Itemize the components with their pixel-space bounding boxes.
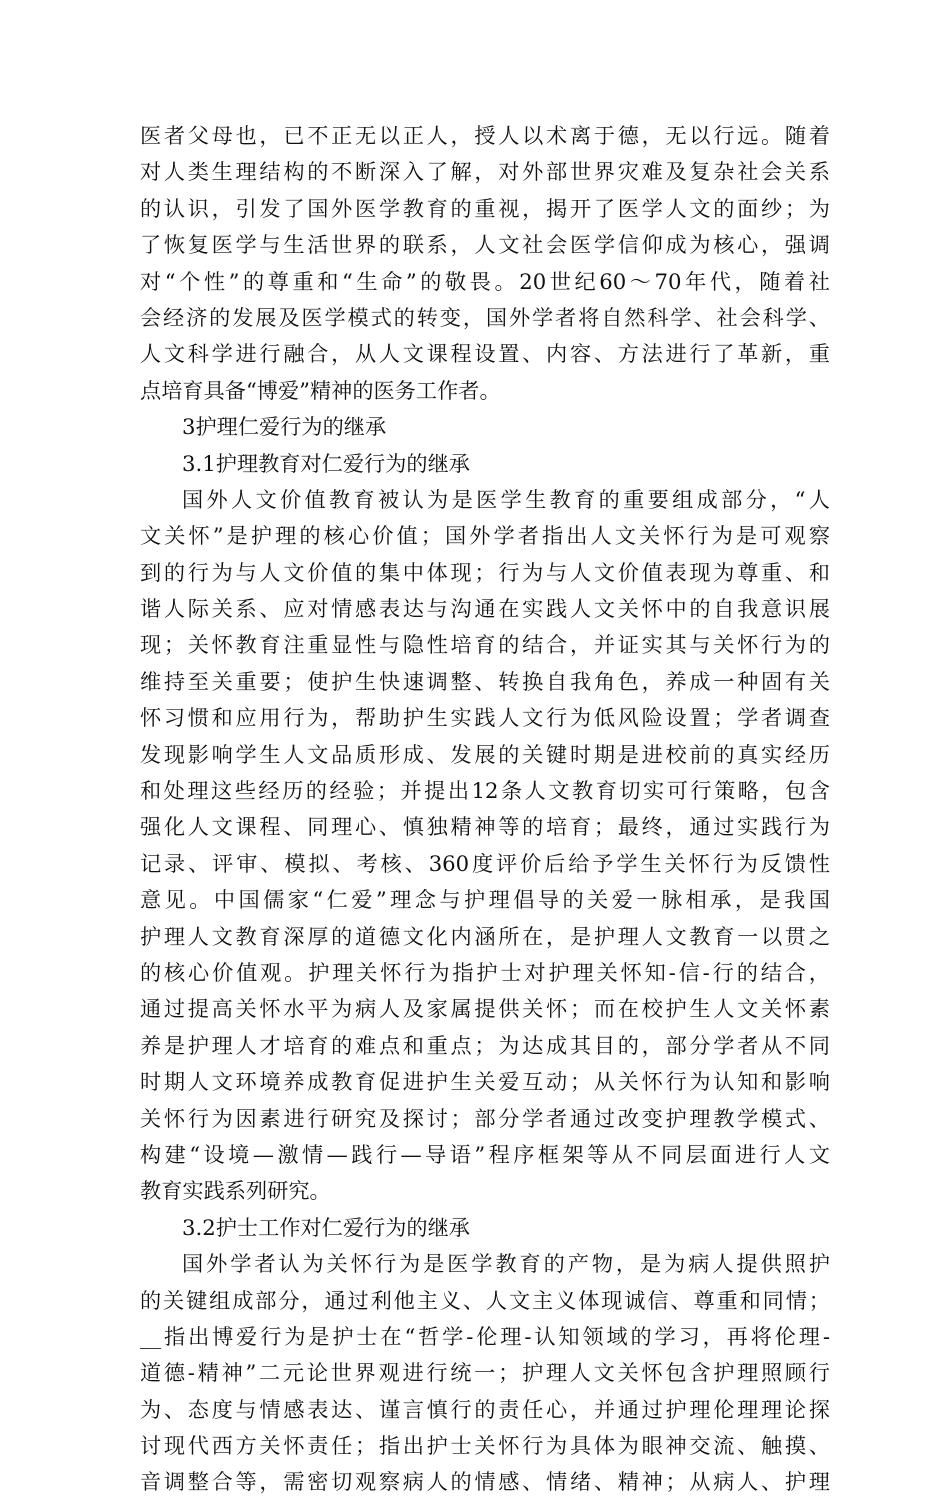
text-line: 谐人际关系、应对情感表达与沟通在实践人文关怀中的自我意识展	[140, 596, 830, 622]
text-line: 现；关怀教育注重显性与隐性培育的结合，并证实其与关怀行为的	[140, 632, 830, 658]
text-line: 会经济的发展及医学模式的转变，国外学者将自然科学、社会科学、	[140, 304, 830, 330]
text-line: 意见。中国儒家“仁爱”理念与护理倡导的关爱一脉相承，是我国	[140, 887, 830, 913]
text-line: 对“个性”的尊重和“生命”的敬畏。20世纪60～70年代，随着社	[140, 268, 830, 294]
text-line: 和处理这些经历的经验；并提出12条人文教育切实可行策略，包含	[140, 778, 830, 804]
text-line: 文关怀”是护理的核心价值；国外学者指出人文关怀行为是可观察	[140, 523, 830, 549]
text-line: 的关键组成部分，通过利他主义、人文主义体现诚信、尊重和同情；	[140, 1287, 830, 1313]
text-line: 人文科学进行融合，从人文课程设置、内容、方法进行了革新，重	[140, 341, 830, 367]
text-line: 讨现代西方关怀责任；指出护士关怀行为具体为眼神交流、触摸、	[140, 1433, 830, 1459]
text-line: 维持至关重要；使护生快速调整、转换自我角色，养成一种固有关	[140, 668, 830, 694]
text-line: 构建“设境—激情—践行—导语”程序框架等从不同层面进行人文	[140, 1141, 830, 1167]
paragraph-2	[140, 482, 830, 1210]
text-line: 记录、评审、模拟、考核、360度评价后给予学生关怀行为反馈性	[140, 850, 830, 876]
text-line: 时期人文环境养成教育促进护生关爱互动；从关怀行为认知和影响	[140, 1069, 830, 1095]
text-line: 道德-精神”二元论世界观进行统一；护理人文关怀包含护理照顾行	[140, 1360, 830, 1386]
text-line: 怀习惯和应用行为，帮助护生实践人文行为低风险设置；学者调查	[140, 705, 830, 731]
text-line: __指出博爱行为是护士在“哲学-伦理-认知领域的学习，再将伦理-	[140, 1323, 830, 1349]
text-line: 通过提高关怀水平为病人及家属提供关怀；而在校护生人文关怀素	[140, 996, 830, 1022]
text-line: 了恢复医学与生活世界的联系，人文社会医学信仰成为核心，强调	[140, 232, 830, 258]
document-page	[140, 118, 830, 1501]
text-line: 为、态度与情感表达、谨言慎行的责任心，并通过护理伦理理论探	[140, 1396, 830, 1422]
text-line: 发现影响学生人文品质形成、发展的关键时期是进校前的真实经历	[140, 741, 830, 767]
paragraph-3	[140, 1246, 830, 1501]
text-line: 国外人文价值教育被认为是医学生教育的重要组成部分，“人	[182, 486, 830, 512]
text-line: 医者父母也，已不正无以正人，授人以术离于德，无以行远。随着	[140, 123, 830, 148]
text-line: 到的行为与人文价值的集中体现；行为与人文价值表现为尊重、和	[140, 559, 830, 585]
text-line: 关怀行为因素进行研究及探讨；部分学者通过改变护理教学模式、	[140, 1105, 830, 1131]
text-line: 护理人文教育深厚的道德文化内涵所在，是护理人文教育一以贯之	[140, 923, 830, 949]
section-heading-3-1: 3.1护理教育对仁爱行为的继承	[182, 450, 470, 476]
text-line: 音调整合等，需密切观察病人的情感、情绪、精神；从病人、护理	[140, 1469, 830, 1495]
text-line: 养是护理人才培育的难点和重点；为达成其目的，部分学者从不同	[140, 1032, 830, 1058]
text-line: 的核心价值观。护理关怀行为指护士对护理关怀知-信-行的结合，	[140, 959, 830, 985]
text-line: 强化人文课程、同理心、慎独精神等的培育；最终，通过实践行为	[140, 814, 830, 840]
section-heading-3-2: 3.2护士工作对仁爱行为的继承	[182, 1214, 470, 1240]
text-line: 教育实践系列研究。	[140, 1178, 331, 1204]
text-line: 对人类生理结构的不断深入了解，对外部世界灾难及复杂社会关系	[140, 159, 830, 185]
paragraph-1	[140, 118, 830, 409]
text-line: 的认识，引发了国外医学教育的重视，揭开了医学人文的面纱；为	[140, 195, 830, 221]
text-line: 国外学者认为关怀行为是医学教育的产物，是为病人提供照护	[182, 1251, 830, 1277]
text-line: 点培育具备“博爱”精神的医务工作者。	[140, 377, 501, 403]
section-heading-3: 3护理仁爱行为的继承	[182, 414, 387, 440]
